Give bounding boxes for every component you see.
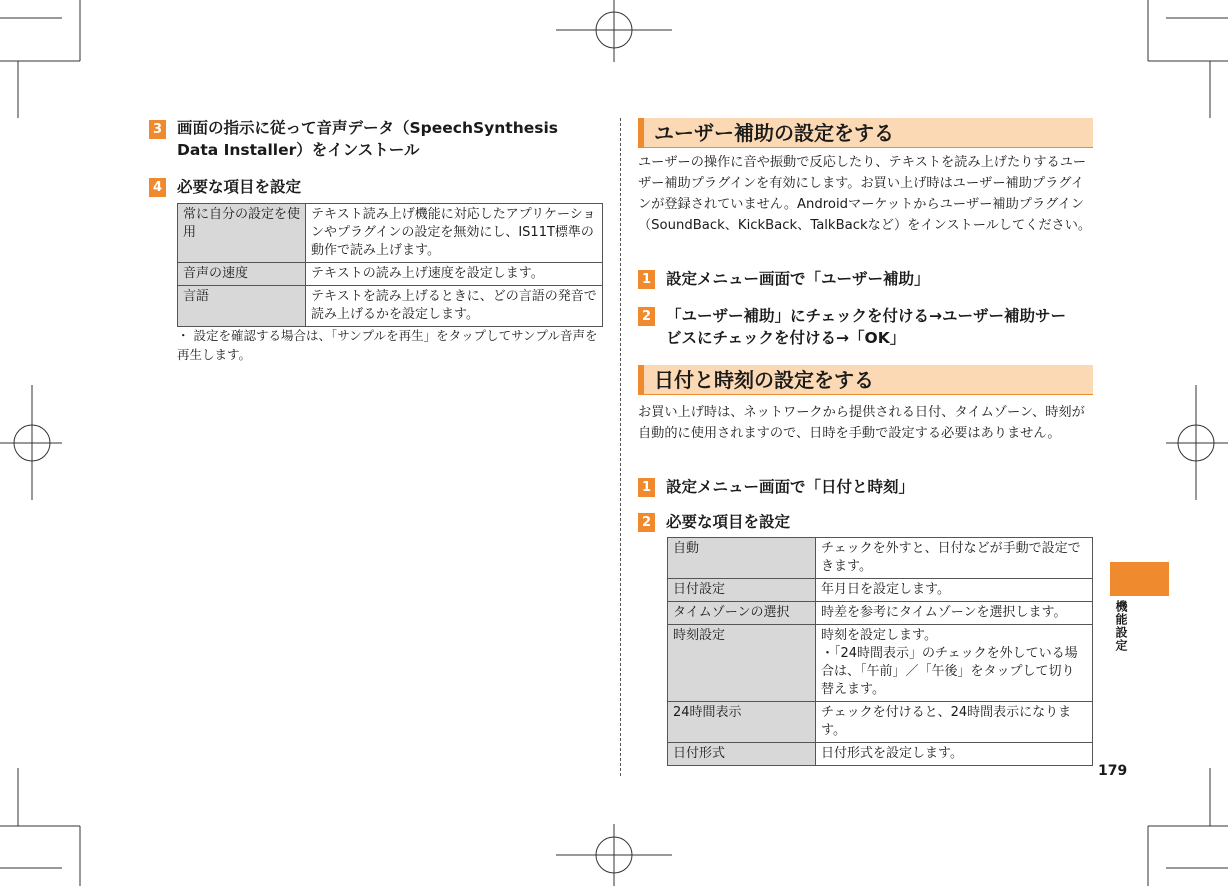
setting-name: 日付設定 <box>668 579 816 602</box>
setting-name: 時刻設定 <box>668 625 816 702</box>
setting-description: チェックを付けると、24時間表示になります。 <box>816 702 1093 743</box>
step-text-line: 画面の指示に従って音声データ（SpeechSynthesis <box>177 119 559 137</box>
settings-table <box>667 537 1093 766</box>
table-row <box>668 743 1093 766</box>
step-text-line: 「ユーザー補助」にチェックを付ける→ユーザー補助サー <box>666 307 1067 325</box>
step-number: 2 <box>638 307 655 326</box>
step-text: 必要な項目を設定 <box>666 513 791 531</box>
table-row <box>668 625 1093 702</box>
setting-name: 24時間表示 <box>668 702 816 743</box>
setting-description: 時差を参考にタイムゾーンを選択します。 <box>816 602 1093 625</box>
page-number: 179 <box>1098 763 1128 779</box>
step-number: 2 <box>638 513 655 532</box>
setting-description: 年月日を設定します。 <box>816 579 1093 602</box>
section-body: ユーザーの操作に音や振動で反応したり、テキストを読み上げたりするユーザー補助プラグインを有効にします。お買い上げ時はユーザー補助プラグインが登録されていません。Androidマーケットからユーザー補助プラグイン（SoundBack、KickBack、TalkBackなど）をインストールしてください。 <box>638 155 1092 233</box>
setting-name: 自動 <box>668 538 816 579</box>
setting-name: 日付形式 <box>668 743 816 766</box>
setting-description: テキストの読み上げ速度を設定します。 <box>306 263 603 286</box>
settings-table <box>177 203 603 327</box>
setting-name: 常に自分の設定を使用 <box>178 204 306 263</box>
section-title: 日付と時刻の設定をする <box>638 365 1093 395</box>
setting-description: テキスト読み上げ機能に対応したアプリケーションやプラグインの設定を無効にし、IS11T標準の動作で読み上げます。 <box>306 204 603 263</box>
setting-description <box>816 625 1093 702</box>
setting-description-main: 時刻を設定します。 <box>821 628 937 643</box>
table-row <box>668 602 1093 625</box>
table-row <box>178 286 603 327</box>
step-text <box>177 117 597 161</box>
table-row <box>178 263 603 286</box>
step-text: 設定メニュー画面で「ユーザー補助」 <box>666 270 930 288</box>
setting-description: チェックを外すと、日付などが手動で設定できます。 <box>816 538 1093 579</box>
section-body: お買い上げ時は、ネットワークから提供される日付、タイムゾーン、時刻が自動的に使用されますので、日時を手動で設定する必要はありません。 <box>638 405 1085 441</box>
step-number: 4 <box>149 178 166 197</box>
chapter-label: 機能設定 <box>1114 600 1128 652</box>
step-text: 設定メニュー画面で「日付と時刻」 <box>666 478 915 496</box>
table-row <box>178 204 603 263</box>
step-text <box>666 305 1096 349</box>
setting-name: 音声の速度 <box>178 263 306 286</box>
table-row <box>668 579 1093 602</box>
setting-description: テキストを読み上げるときに、どの言語の発音で読み上げるかを設定します。 <box>306 286 603 327</box>
setting-name: タイムゾーンの選択 <box>668 602 816 625</box>
setting-description: 日付形式を設定します。 <box>816 743 1093 766</box>
table-row <box>668 538 1093 579</box>
setting-description-note: ・「24時間表示」のチェックを外している場合は、「午前」／「午後」をタップして切り替えます。 <box>821 646 1078 697</box>
table-row <box>668 702 1093 743</box>
section-title: ユーザー補助の設定をする <box>638 118 1093 148</box>
note: ・ 設定を確認する場合は、「サンプルを再生」をタップしてサンプル音声を再生します。 <box>177 328 598 362</box>
column-divider <box>620 118 621 776</box>
step-text-line: Data Installer）をインストール <box>177 141 420 159</box>
step-text-line: ビスにチェックを付ける→「OK」 <box>666 329 906 347</box>
step-text: 必要な項目を設定 <box>177 178 302 196</box>
setting-name: 言語 <box>178 286 306 327</box>
chapter-tab <box>1110 562 1169 596</box>
step-number: 1 <box>638 478 655 497</box>
step-number: 1 <box>638 270 655 289</box>
step-number: 3 <box>149 120 166 139</box>
